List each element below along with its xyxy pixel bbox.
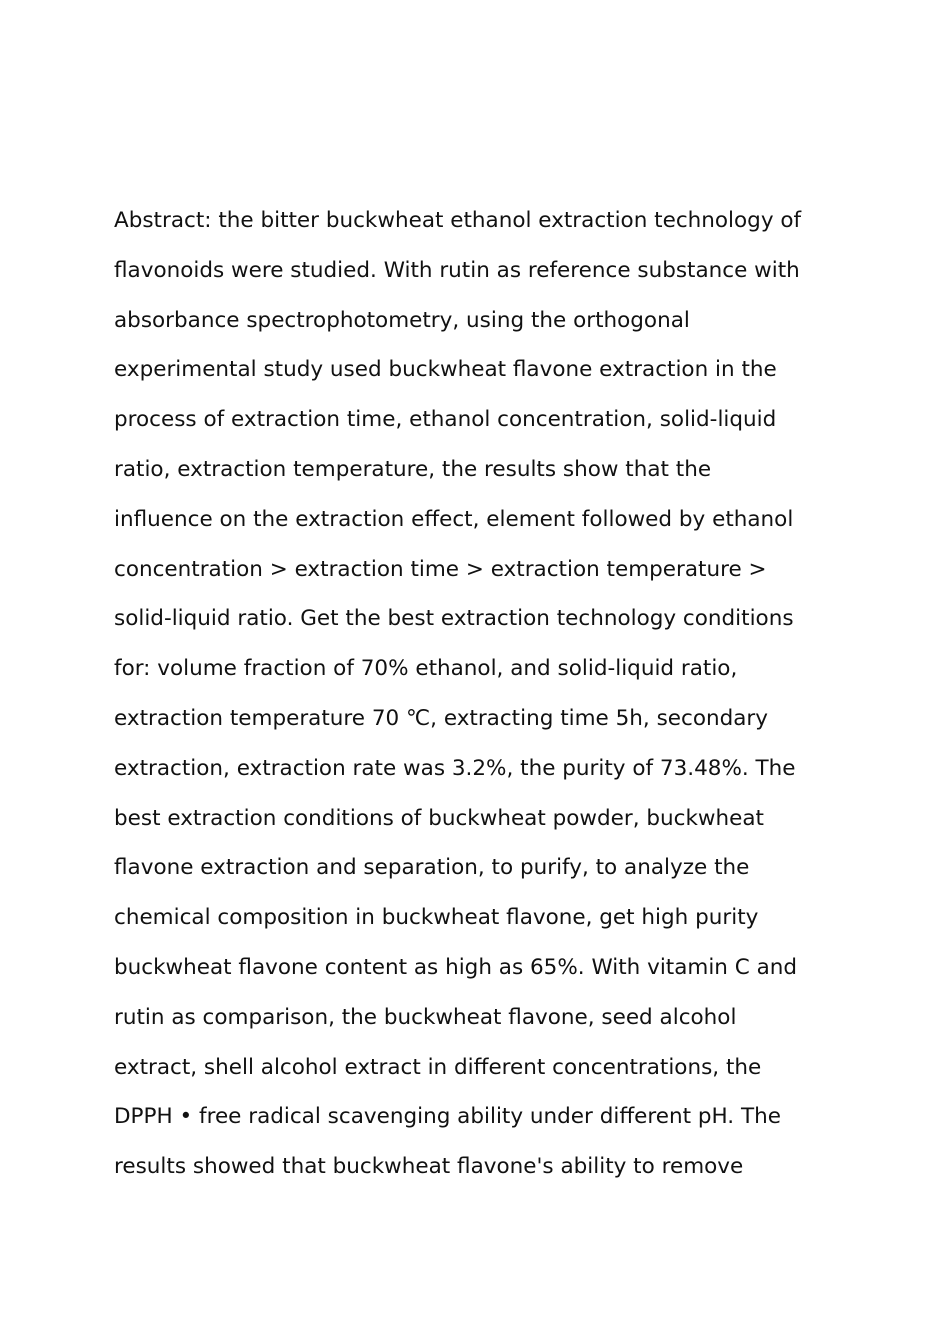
abstract-line-12: extraction, extraction rate was 3.2%, the purity of 73.48%. The xyxy=(114,755,796,781)
abstract-line-16: buckwheat flavone content as high as 65%. With vitamin C and xyxy=(114,954,798,980)
abstract-line-1: Abstract: the bitter buckwheat ethanol extraction technology of xyxy=(114,208,802,233)
abstract-line-7: influence on the extraction effect, element followed by ethanol xyxy=(114,506,794,532)
abstract-line-5: process of extraction time, ethanol concentration, solid-liquid xyxy=(114,407,777,433)
abstract-line-11: extraction temperature 70 ℃, extracting time 5h, secondary xyxy=(114,705,768,731)
abstract-line-13: best extraction conditions of buckwheat powder, buckwheat xyxy=(114,805,764,831)
abstract-line-4: experimental study used buckwheat flavone extraction in the xyxy=(114,357,777,383)
abstract-line-8: concentration > extraction time > extraction temperature > xyxy=(114,556,767,582)
abstract-line-10: for: volume fraction of 70% ethanol, and solid-liquid ratio, xyxy=(114,656,738,682)
abstract-line-9: solid-liquid ratio. Get the best extraction technology conditions xyxy=(114,606,794,632)
abstract-line-19: DPPH • free radical scavenging ability under different pH. The xyxy=(114,1104,781,1130)
abstract-line-2: flavonoids were studied. With rutin as reference substance with xyxy=(114,257,800,283)
abstract-paragraph xyxy=(114,196,844,1192)
abstract-line-17: rutin as comparison, the buckwheat flavone, seed alcohol xyxy=(114,1004,737,1030)
abstract-line-14: flavone extraction and separation, to purify, to analyze the xyxy=(114,855,750,881)
abstract-line-3: absorbance spectrophotometry, using the orthogonal xyxy=(114,307,690,333)
abstract-line-20: results showed that buckwheat flavone's ability to remove xyxy=(114,1154,744,1180)
abstract-line-18: extract, shell alcohol extract in different concentrations, the xyxy=(114,1054,762,1080)
abstract-line-15: chemical composition in buckwheat flavone, get high purity xyxy=(114,905,759,931)
abstract-line-6: ratio, extraction temperature, the results show that the xyxy=(114,456,712,482)
